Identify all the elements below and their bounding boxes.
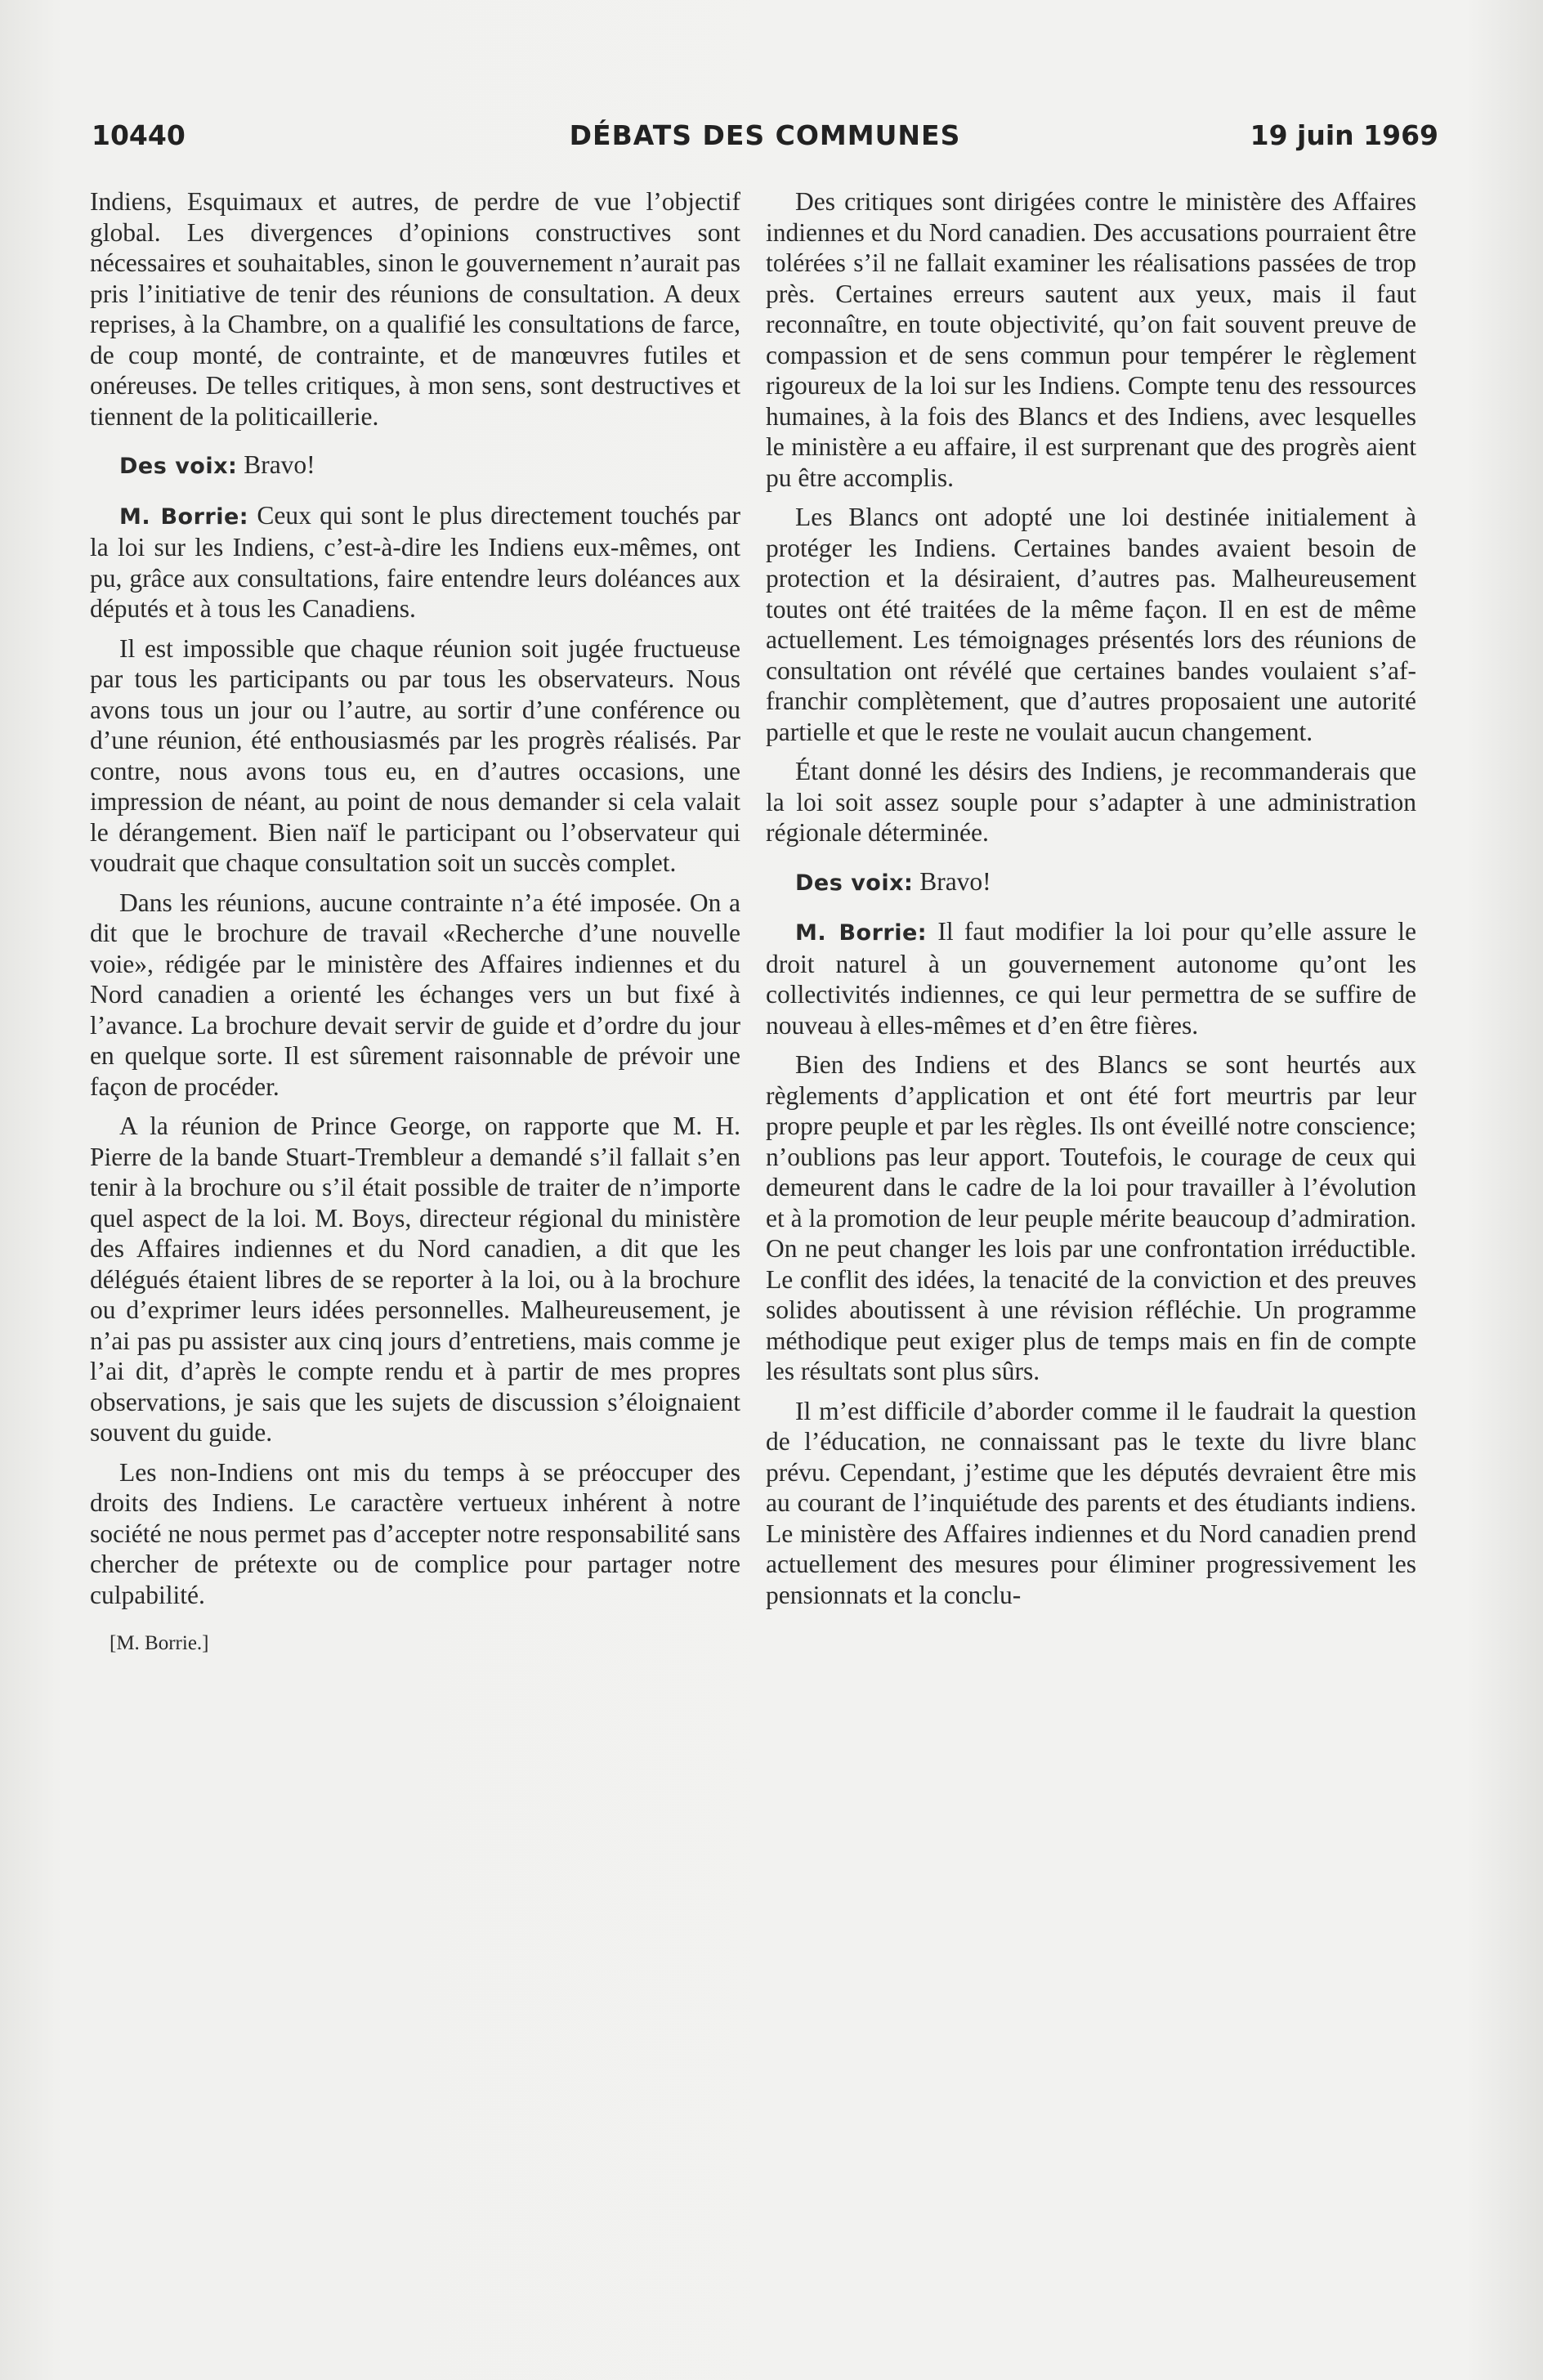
left-column <box>90 186 740 1668</box>
right-column <box>766 186 1416 1619</box>
speaker-name: M. Borrie: <box>795 920 928 946</box>
page-date: 19 juin 1969 <box>1250 119 1438 151</box>
speaker-name: Des voix: <box>119 454 238 479</box>
speech-paragraph <box>90 500 740 624</box>
running-title: DÉBATS DES COMMUNES <box>569 119 961 151</box>
page-number: 10440 <box>92 119 186 151</box>
interjection-text: Bravo! <box>919 866 991 896</box>
paragraph: Les Blancs ont adopté une loi destinée initialement à protéger les Indiens. Certaines bandes avaient besoin de protection et la désiraient, d’autres pas. Malheureusement toutes ont été traitées de la même façon. Il en est de même actuellement. Les témoignages présentés lors des réunions de consultation ont révélé que certaines bandes voulaient s’affranchir complètement, que d’autres proposaient une autorité partielle et que le reste ne voulait aucun changement. <box>766 503 1416 746</box>
speaker-signature: [M. Borrie.] <box>110 1632 209 1654</box>
interjection <box>90 450 740 482</box>
speaker-name: Des voix: <box>795 870 914 896</box>
paragraph: Des critiques sont dirigées contre le ministère des Affaires indiennes et du Nord canadien. Des accusations pourraient être tolérées s’il ne fallait examiner les réalisations passées de trop près. Certaines erreurs sautent aux yeux, mais il faut reconnaître, en toute objectivité, qu’on fait souvent preuve de compassion et de sens commun pour tempérer le règlement rigoureux de la loi sur les Indiens. Compte tenu des ressources humaines, à la fois des Blancs et des Indiens, avec lesquelles le ministère a eu affaire, il est surprenant que des progrès aient pu être accomplis. <box>766 187 1416 492</box>
speech-paragraph <box>766 916 1416 1040</box>
paragraph: Indiens, Esquimaux et autres, de perdre de vue l’objectif global. Les divergences d’opinions constructives sont nécessaires et souhaitables, sinon le gouvernement n’aurait pas pris l’initiative de tenir des réunions de consultation. A deux reprises, à la Chambre, on a qualifié les consultations de farce, de coup monté, de contrainte, et de manœuvres futiles et onéreuses. De telles critiques, à mon sens, sont destructives et tiennent de la politicaillerie. <box>90 187 740 431</box>
interjection <box>766 866 1416 899</box>
interjection-text: Bravo! <box>244 450 315 479</box>
speech-text: Ceux qui sont le plus directement touchés par la loi sur les Indiens, c’est-à-dire les Indiens eux-mêmes, ont pu, grâce aux consultations, faire entendre leurs doléances aux députés et à tous les Canadiens. <box>90 500 740 623</box>
speech-text: Il faut modifier la loi pour qu’elle assure le droit naturel à un gouvernement autonome qu’ont les collectivités indiennes, ce qui leur permettra de se suffire de nouveau à elles-mêmes et d’en être fières. <box>766 917 1417 1040</box>
paragraph: Dans les réunions, aucune contrainte n’a été imposée. On a dit que le brochure de travail «Recherche d’une nouvelle voie», rédigée par le ministère des Affaires indiennes et du Nord canadien a orienté les échanges vers un but fixé à l’avance. La brochure devait servir de guide et d’ordre du jour en quelque sorte. Il est sûrement raisonnable de prévoir une façon de procéder. <box>90 888 740 1101</box>
page-header <box>92 119 1438 160</box>
speaker-name: M. Borrie: <box>119 503 249 530</box>
paragraph: Étant donné les désirs des Indiens, je recommanderais que la loi soit assez souple pour s’adapter à une administration régionale déterminée. <box>766 757 1416 847</box>
paragraph: A la réunion de Prince George, on rapporte que M. H. Pierre de la bande Stuart-Trembleur a demandé s’il fallait s’en tenir à la brochure ou s’il était possible de traiter de n’importe quel aspect de la loi. M. Boys, directeur régional du ministère des Affaires indiennes et du Nord canadien, a dit que les délégués étaient libres de se reporter à la loi, ou à la brochure ou d’exprimer leurs idées personnelles. Malheureusement, je n’ai pas pu assister aux cinq jours d’entretiens, mais comme je l’ai dit, d’après le compte rendu et à partir de mes propres observations, je sais que les sujets de discussion s’éloignaient souvent du guide. <box>90 1112 740 1447</box>
paragraph: Il est impossible que chaque réunion soit jugée fructueuse par tous les participants ou par tous les observateurs. Nous avons tous un jour ou l’autre, au sortir d’une conférence ou d’une réunion, été enthousiasmés par les progrès réalisés. Par contre, nous avons tous eu, en d’autres occasions, une impression de néant, au point de nous demander si cela valait le dérangement. Bien naïf le participant ou l’observateur qui voudrait que chaque consultation soit un succès complet. <box>90 633 740 877</box>
paragraph: Il m’est difficile d’aborder comme il le faudrait la question de l’éducation, ne connaissant pas le texte du livre blanc prévu. Cependant, j’estime que les députés devraient être mis au courant de l’inquiétude des parents et des étudiants indiens. Le ministère des Affaires indiennes et du Nord canadien prend actuellement des mesures pour éliminer progressivement les pensionnats et la conclu- <box>766 1396 1416 1609</box>
paragraph: Bien des Indiens et des Blancs se sont heurtés aux règlements d’application et ont été fort meurtris par leur propre peuple et par les règles. Ils ont éveillé notre conscience; n’oublions pas leur apport. Toutefois, le courage de ceux qui demeurent dans le cadre de la loi pour travailler à l’évolution et à la promotion de leur peuple mérite beaucoup d’admiration. On ne peut changer les lois par une confrontation irréductible. Le conflit des idées, la tenacité de la conviction et des preuves solides aboutissent à une révision réfléchie. Un programme méthodique peut exiger plus de temps mais en fin de compte les résultats sont plus sûrs. <box>766 1050 1416 1385</box>
paragraph: Les non-Indiens ont mis du temps à se préoccuper des droits des Indiens. Le caractère vertueux inhérent à notre société ne nous permet pas d’accepter notre responsabilité sans chercher de prétexte ou de complice pour partager notre culpabilité. <box>90 1457 740 1609</box>
